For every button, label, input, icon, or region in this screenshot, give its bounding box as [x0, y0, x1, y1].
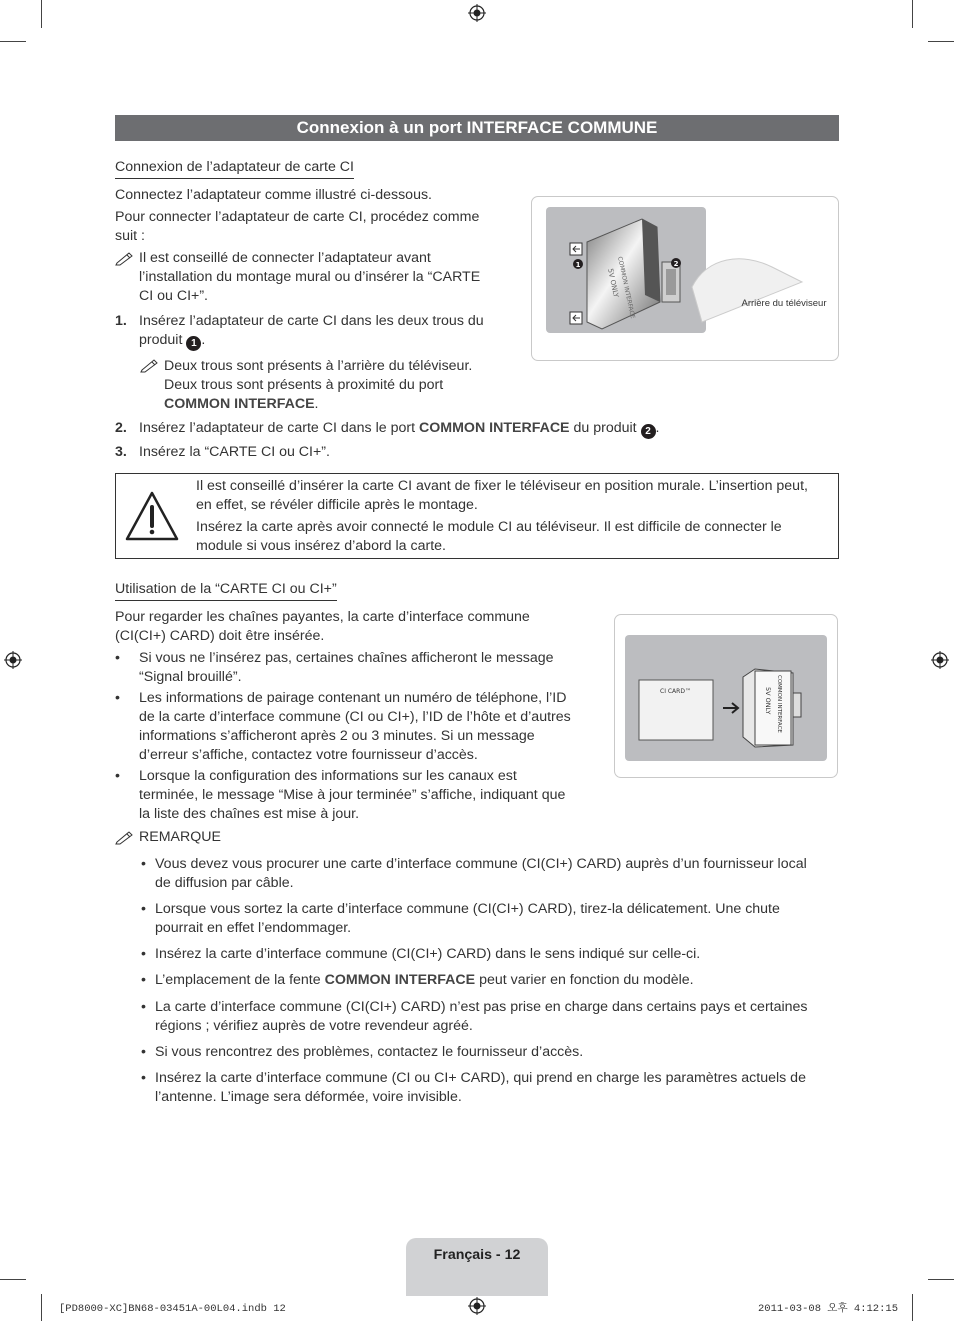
bullet-icon: •: [141, 856, 146, 872]
crop-mark: [928, 41, 954, 42]
intro-text: Connectez l’adaptateur comme illustré ci-dessous.: [115, 187, 433, 203]
intro-text: Pour connecter l’adaptateur de carte CI, procédez comme: [115, 209, 480, 225]
note-text: Deux trous sont présents à l’arrière du téléviseur. Deux trous sont présents à proximité du port COMMON INTERFACE.: [164, 358, 473, 412]
warning-text: Il est conseillé d’insérer la carte CI avant de fixer le téléviseur en position murale. L’insertion peut, en effet, se révéler difficile après le montage.: [196, 478, 808, 513]
remark-item: L’emplacement de la fente COMMON INTERFACE peut varier en fonction du modèle.: [155, 972, 694, 988]
print-slug-right: 2011-03-08 오후 4:12:15: [758, 1303, 899, 1315]
tv-rear-figure: [531, 196, 839, 361]
module-label: 5V ONLY: [764, 687, 772, 715]
crop-mark: [928, 1279, 954, 1280]
remark-label: REMARQUE: [139, 829, 221, 845]
marker-badge: 2: [641, 424, 656, 439]
crop-mark: [41, 1294, 42, 1321]
note-pencil-icon: [140, 357, 162, 373]
list-item: Lorsque la configuration des informations sur les canaux est terminée, le message “Mise à jour terminée” s’affiche, indiquant que la liste des chaînes est mise à jour.: [139, 768, 566, 822]
note-text: Il est conseillé de connecter l’adaptateur avant l’installation du montage mural ou d’insérer la “CARTE CI ou CI+”.: [139, 250, 481, 304]
registration-mark-icon: [468, 1297, 486, 1315]
warning-text: Insérez la carte après avoir connecté le module CI au téléviseur. Il est difficile de connecter le module si vous insérez d’abord la carte.: [196, 519, 782, 554]
remark-item: La carte d’interface commune (CI(CI+) CARD) n’est pas prise en charge dans certains pays et certaines régions ; vérifiez auprès de votre revendeur agréé.: [155, 999, 808, 1034]
module-label: COMMON INTERFACE: [776, 675, 782, 733]
note-pencil-icon: [115, 829, 137, 845]
adapter-label: COMMON INTERFACE: [616, 255, 637, 320]
crop-mark: [912, 1294, 913, 1321]
remark-item: Lorsque vous sortez la carte d’interface commune (CI(CI+) CARD), tirez-la délicatement. Une chute pourrait en effet l’endommager.: [155, 901, 780, 936]
figure-caption: Arrière du téléviseur: [741, 298, 827, 309]
marker-badge: 1: [575, 261, 581, 269]
warning-box: [115, 473, 839, 559]
subsection-heading: Utilisation de la “CARTE CI ou CI+”: [115, 580, 337, 601]
step-number: 3.: [115, 444, 127, 460]
step-text: Insérez l’adaptateur de carte CI dans le port COMMON INTERFACE du produit 2 .: [139, 420, 660, 437]
crop-mark: [0, 41, 26, 42]
crop-mark: [41, 0, 42, 28]
crop-mark: [0, 1279, 26, 1280]
list-item: Si vous ne l’insérez pas, certaines chaînes afficheront le message “Signal brouillé”.: [139, 650, 554, 685]
note-pencil-icon: [115, 250, 137, 266]
step-number: 1.: [115, 313, 127, 329]
bullet-icon: •: [141, 1070, 146, 1086]
bullet-icon: •: [115, 650, 120, 666]
list-item: Les informations de pairage contenant un numéro de téléphone, l’ID de la carte d’interface commune (CI ou CI+), l’ID de l’hôte et d’autres informations s’afficheront après 2 ou 3 minutes. Si un message d’erreur s’affiche, contactez votre fournisseur d’accès.: [139, 690, 571, 763]
marker-badge: 1: [186, 336, 201, 351]
registration-mark-icon: [468, 4, 486, 22]
warning-triangle-icon: [124, 490, 180, 542]
bullet-icon: •: [115, 690, 120, 706]
step-text: Insérez l’adaptateur de carte CI dans les deux trous du produit 1 .: [139, 313, 484, 349]
bullet-icon: •: [141, 972, 146, 988]
section-title: Connexion à un port INTERFACE COMMUNE: [115, 115, 839, 141]
bullet-icon: •: [141, 946, 146, 962]
step-number: 2.: [115, 420, 127, 436]
remark-item: Si vous rencontrez des problèmes, contactez le fournisseur d’accès.: [155, 1044, 584, 1060]
registration-mark-icon: [931, 651, 949, 669]
bullet-icon: •: [141, 901, 146, 917]
subsection-heading: Connexion de l’adaptateur de carte CI: [115, 158, 354, 179]
intro-text: suit :: [115, 228, 145, 244]
remark-item: Insérez la carte d’interface commune (CI ou CI+ CARD), qui prend en charge les paramètres actuels de l’antenne. L’image sera déformée, voire invisible.: [155, 1070, 806, 1105]
step-text: Insérez la “CARTE CI ou CI+”.: [139, 444, 330, 460]
print-slug-left: [PD8000-XC]BN68-03451A-00L04.indb 12: [59, 1303, 286, 1315]
bullet-icon: •: [141, 999, 146, 1015]
page-number: Français - 12: [433, 1247, 521, 1263]
registration-mark-icon: [4, 651, 22, 669]
remark-item: Vous devez vous procurer une carte d’interface commune (CI(CI+) CARD) auprès d’un fournisseur local de diffusion par câble.: [155, 856, 807, 891]
crop-mark: [912, 0, 913, 28]
ci-adapter-illustration: [532, 197, 838, 360]
bullet-icon: •: [141, 1044, 146, 1060]
ci-card-insertion-illustration: [615, 615, 837, 777]
ci-card-figure: [614, 614, 838, 778]
intro-text: Pour regarder les chaînes payantes, la carte d’interface commune (CI(CI+) CARD) doit être insérée.: [115, 609, 530, 644]
adapter-label: 5V ONLY: [606, 267, 620, 299]
remark-item: Insérez la carte d’interface commune (CI(CI+) CARD) dans le sens indiqué sur celle-ci.: [155, 946, 701, 962]
marker-badge: 2: [673, 260, 679, 268]
bullet-icon: •: [115, 768, 120, 784]
card-label: CI CARD™: [660, 688, 691, 695]
